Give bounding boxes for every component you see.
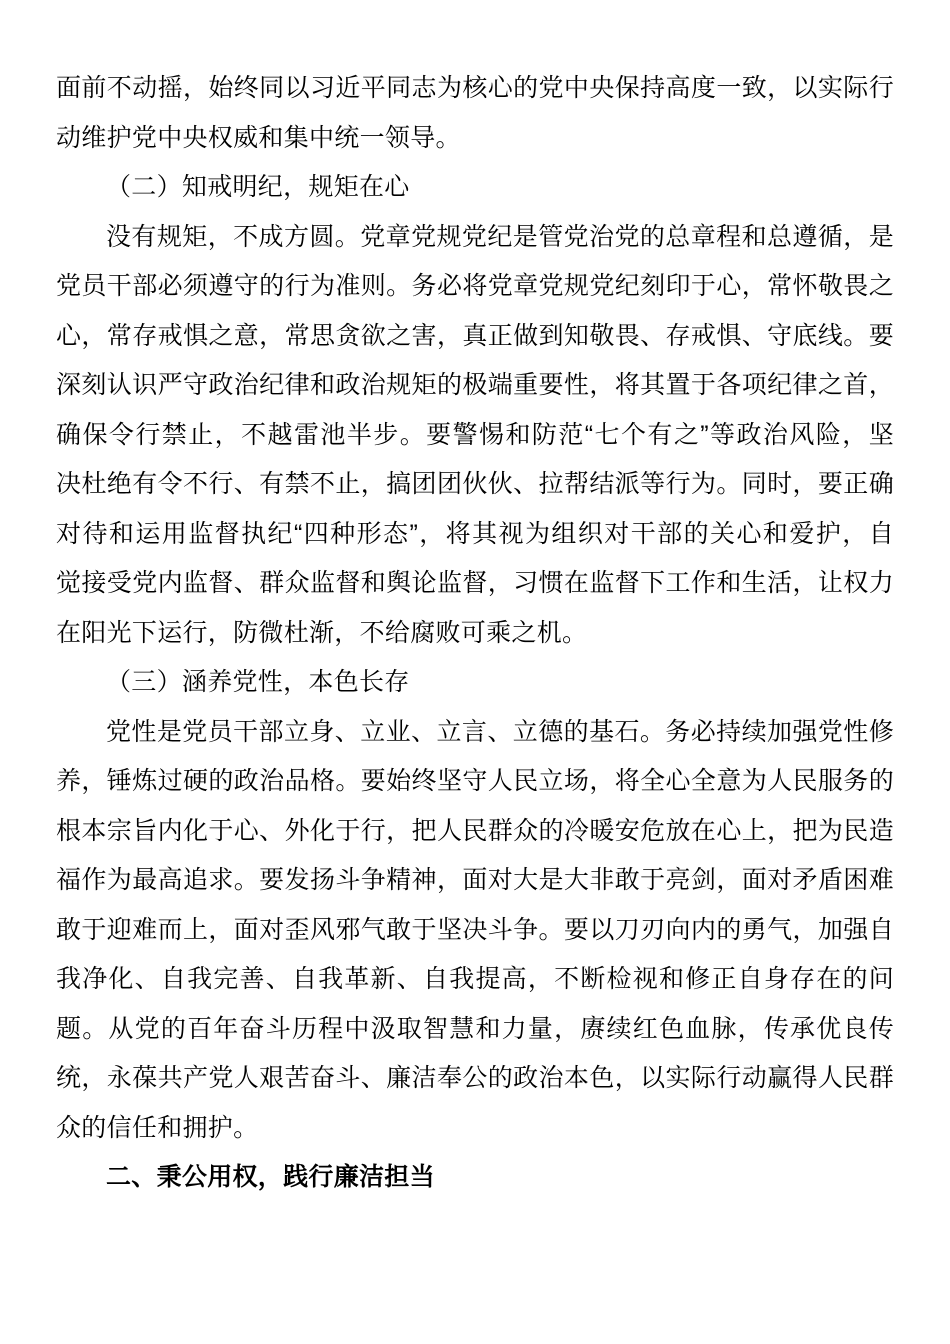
text-line: 党员干部必须遵守的行为准则。务必将党章党规党纪刻印于心，常怀敬畏之	[56, 272, 894, 300]
text-line: 没有规矩，不成方圆。党章党规党纪是管党治党的总章程和总遵循，是	[106, 222, 894, 251]
text-line: 我净化、自我完善、自我革新、自我提高，不断检视和修正自身存在的问	[56, 965, 894, 993]
text-line: 众的信任和拥护。	[56, 1113, 259, 1142]
text-line: 动维护党中央权威和集中统一领导。	[56, 123, 461, 152]
text-line: 题。从党的百年奋斗历程中汲取智慧和力量，赓续红色血脉，传承优良传	[56, 1014, 894, 1043]
text-line: 决杜绝有令不行、有禁不止，搞团团伙伙、拉帮结派等行为。同时，要正确	[56, 470, 894, 498]
section-heading-2: （二）知戒明纪，规矩在心	[106, 173, 410, 201]
text-line: 确保令行禁止，不越雷池半步。要警惕和防范“七个有之”等政治风险，坚	[56, 420, 894, 449]
text-line: 面前不动摇，始终同以习近平同志为核心的党中央保持高度一致，以实际行	[56, 74, 894, 102]
paragraph	[56, 708, 894, 1154]
text-line: 心，常存戒惧之意，常思贪欲之害，真正做到知敬畏、存戒惧、守底线。要	[56, 321, 894, 350]
text-line: 深刻认识严守政治纪律和政治规矩的极端重要性，将其置于各项纪律之首，	[56, 371, 894, 399]
text-line: 在阳光下运行，防微杜渐，不给腐败可乘之机。	[56, 618, 588, 647]
text-line: 党性是党员干部立身、立业、立言、立德的基石。务必持续加强党性修	[106, 717, 894, 746]
text-line: 敢于迎难而上，面对歪风邪气敢于坚决斗争。要以刀刃向内的勇气，加强自	[56, 915, 894, 944]
text-line: 对待和运用监督执纪“四种形态”，将其视为组织对干部的关心和爱护，自	[56, 519, 894, 548]
text-line: 觉接受党内监督、群众监督和舆论监督，习惯在监督下工作和生活，让权力	[56, 569, 894, 597]
text-line: 福作为最高追求。要发扬斗争精神，面对大是大非敢于亮剑，面对矛盾困难	[56, 866, 894, 894]
section-heading-3: （三）涵养党性，本色长存	[106, 668, 410, 696]
text-line: 养，锤炼过硬的政治品格。要始终坚守人民立场，将全心全意为人民服务的	[56, 767, 894, 795]
section-heading-part-2: 二、秉公用权，践行廉洁担当	[106, 1163, 435, 1191]
paragraph	[56, 213, 894, 659]
text-line: 根本宗旨内化于心、外化于行，把人民群众的冷暖安危放在心上，把为民造	[56, 816, 894, 845]
text-line: 统，永葆共产党人艰苦奋斗、廉洁奉公的政治本色，以实际行动赢得人民群	[56, 1064, 894, 1092]
paragraph	[56, 64, 894, 163]
